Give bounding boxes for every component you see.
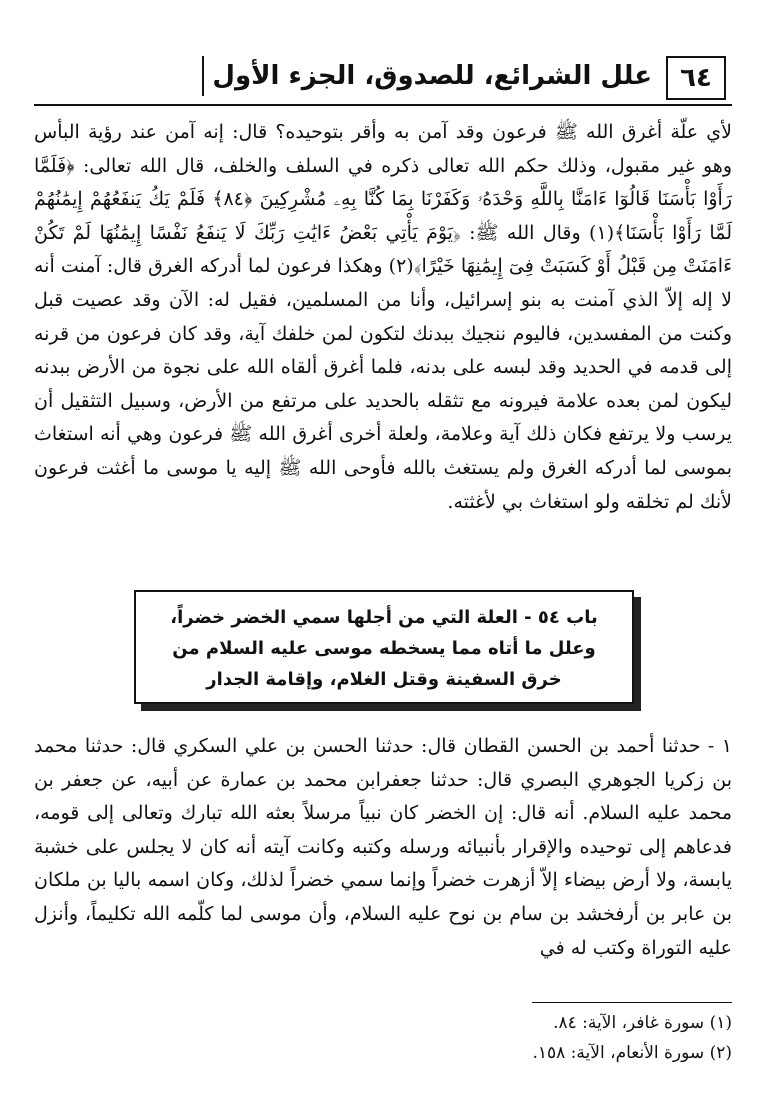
running-title: علل الشرائع، للصدوق، الجزء الأول (202, 56, 652, 96)
page-number: ٦٤ (666, 56, 726, 100)
chapter-heading-box (134, 590, 634, 704)
chapter-heading: باب ٥٤ - العلة التي من أجلها سمي الخضر خضراً، وعلل ما أتاه مما يسخطه موسى عليه السلام من خرق السفينة وقتل الغلام، وإقامة الجدار (170, 607, 598, 690)
footnote-2: (٢) سورة الأنعام، الآية: ١٥٨. (532, 1043, 732, 1063)
footnote-1: (١) سورة غافر، الآية: ٨٤. (553, 1013, 732, 1033)
page-header (34, 54, 732, 106)
body-paragraph-2: ١ - حدثنا أحمد بن الحسن القطان قال: حدثنا الحسن بن علي السكري قال: حدثنا محمد بن زكريا الجوهري البصري قال: حدثنا جعفرابن محمد بن عمارة عن أبيه، عن جعفر بن محمد عليه السلام. أنه قال: إن الخضر كان نبياً مرسلاً بعثه الله تبارك وتعالى إلى قومه، فدعاهم إلى توحيده والإقرار بأنبيائه ورسله وكتبه وكانت آيته أنه كان لا يجلس على خشبة يابسة، ولا أرض بيضاء إلاّ أزهرت خضراً وإنما سمي خضراً لذلك، وكان اسمه باليا بن ملكان بن عابر بن أرفخشد بن سام بن نوح عليه السلام، وأن موسى لما كلّمه الله تكليماً، وأنزل عليه التوراة وكتب له في (34, 735, 732, 959)
footnote-divider (532, 1002, 732, 1003)
footnotes (34, 1008, 732, 1068)
body-paragraph-1: لأي علّة أغرق الله ﷺ فرعون وقد آمن به وأقر بتوحيده؟ قال: إنه آمن عند رؤية البأس وهو غير مقبول، وذلك حكم الله تعالى ذكره في السلف والخلف، قال الله تعالى: ﴿فَلَمَّا رَأَوْا بَأْسَنَا قَالُوٓا ءَامَنَّا بِاللَّهِ وَحْدَهُۥ وَكَفَرْنَا بِمَا كُنَّا بِهِۦ مُشْرِكِينَ ﴿٨٤﴾ فَلَمْ يَكُ يَنفَعُهُمْ إِيمَٰنُهُمْ لَمَّا رَأَوْا بَأْسَنَا﴾(١) وقال الله ﷺ: ﴿يَوْمَ يَأْتِي بَعْضُ ءَايَٰتِ رَبِّكَ لَا يَنفَعُ نَفْسًا إِيمَٰنُهَا لَمْ تَكُنْ ءَامَنَتْ مِن قَبْلُ أَوْ كَسَبَتْ فِىٓ إِيمَٰنِهَا خَيْرًا﴾(٢) وهكذا فرعون لما أدركه الغرق قال: آمنت أنه لا إله إلاّ الذي آمنت به بنو إسرائيل، وأنا من المسلمين، فقيل له: الآن وقد عصيت قبل وكنت من المفسدين، فاليوم ننجيك ببدنك لتكون لمن خلفك آية، وقد كان فرعون من قرنه إلى قدمه في الحديد وقد لبسه على بدنه، فلما أغرق ألقاه الله على نجوة من الأرض ببدنه ليكون لمن بعده علامة فيرونه مع تثقله بالحديد على مرتفع من الأرض، وسبيل التثقيل أن يرسب ولا يرتفع فكان ذلك آية وعلامة، ولعلة أخرى أغرق الله ﷺ فرعون وهي أنه استغاث بموسى لما أدركه الغرق ولم يستغث بالله فأوحى الله ﷺ إليه يا موسى ما أغثت فرعون لأنك لم تخلقه ولو استغاث بي لأغثته. (34, 121, 733, 513)
